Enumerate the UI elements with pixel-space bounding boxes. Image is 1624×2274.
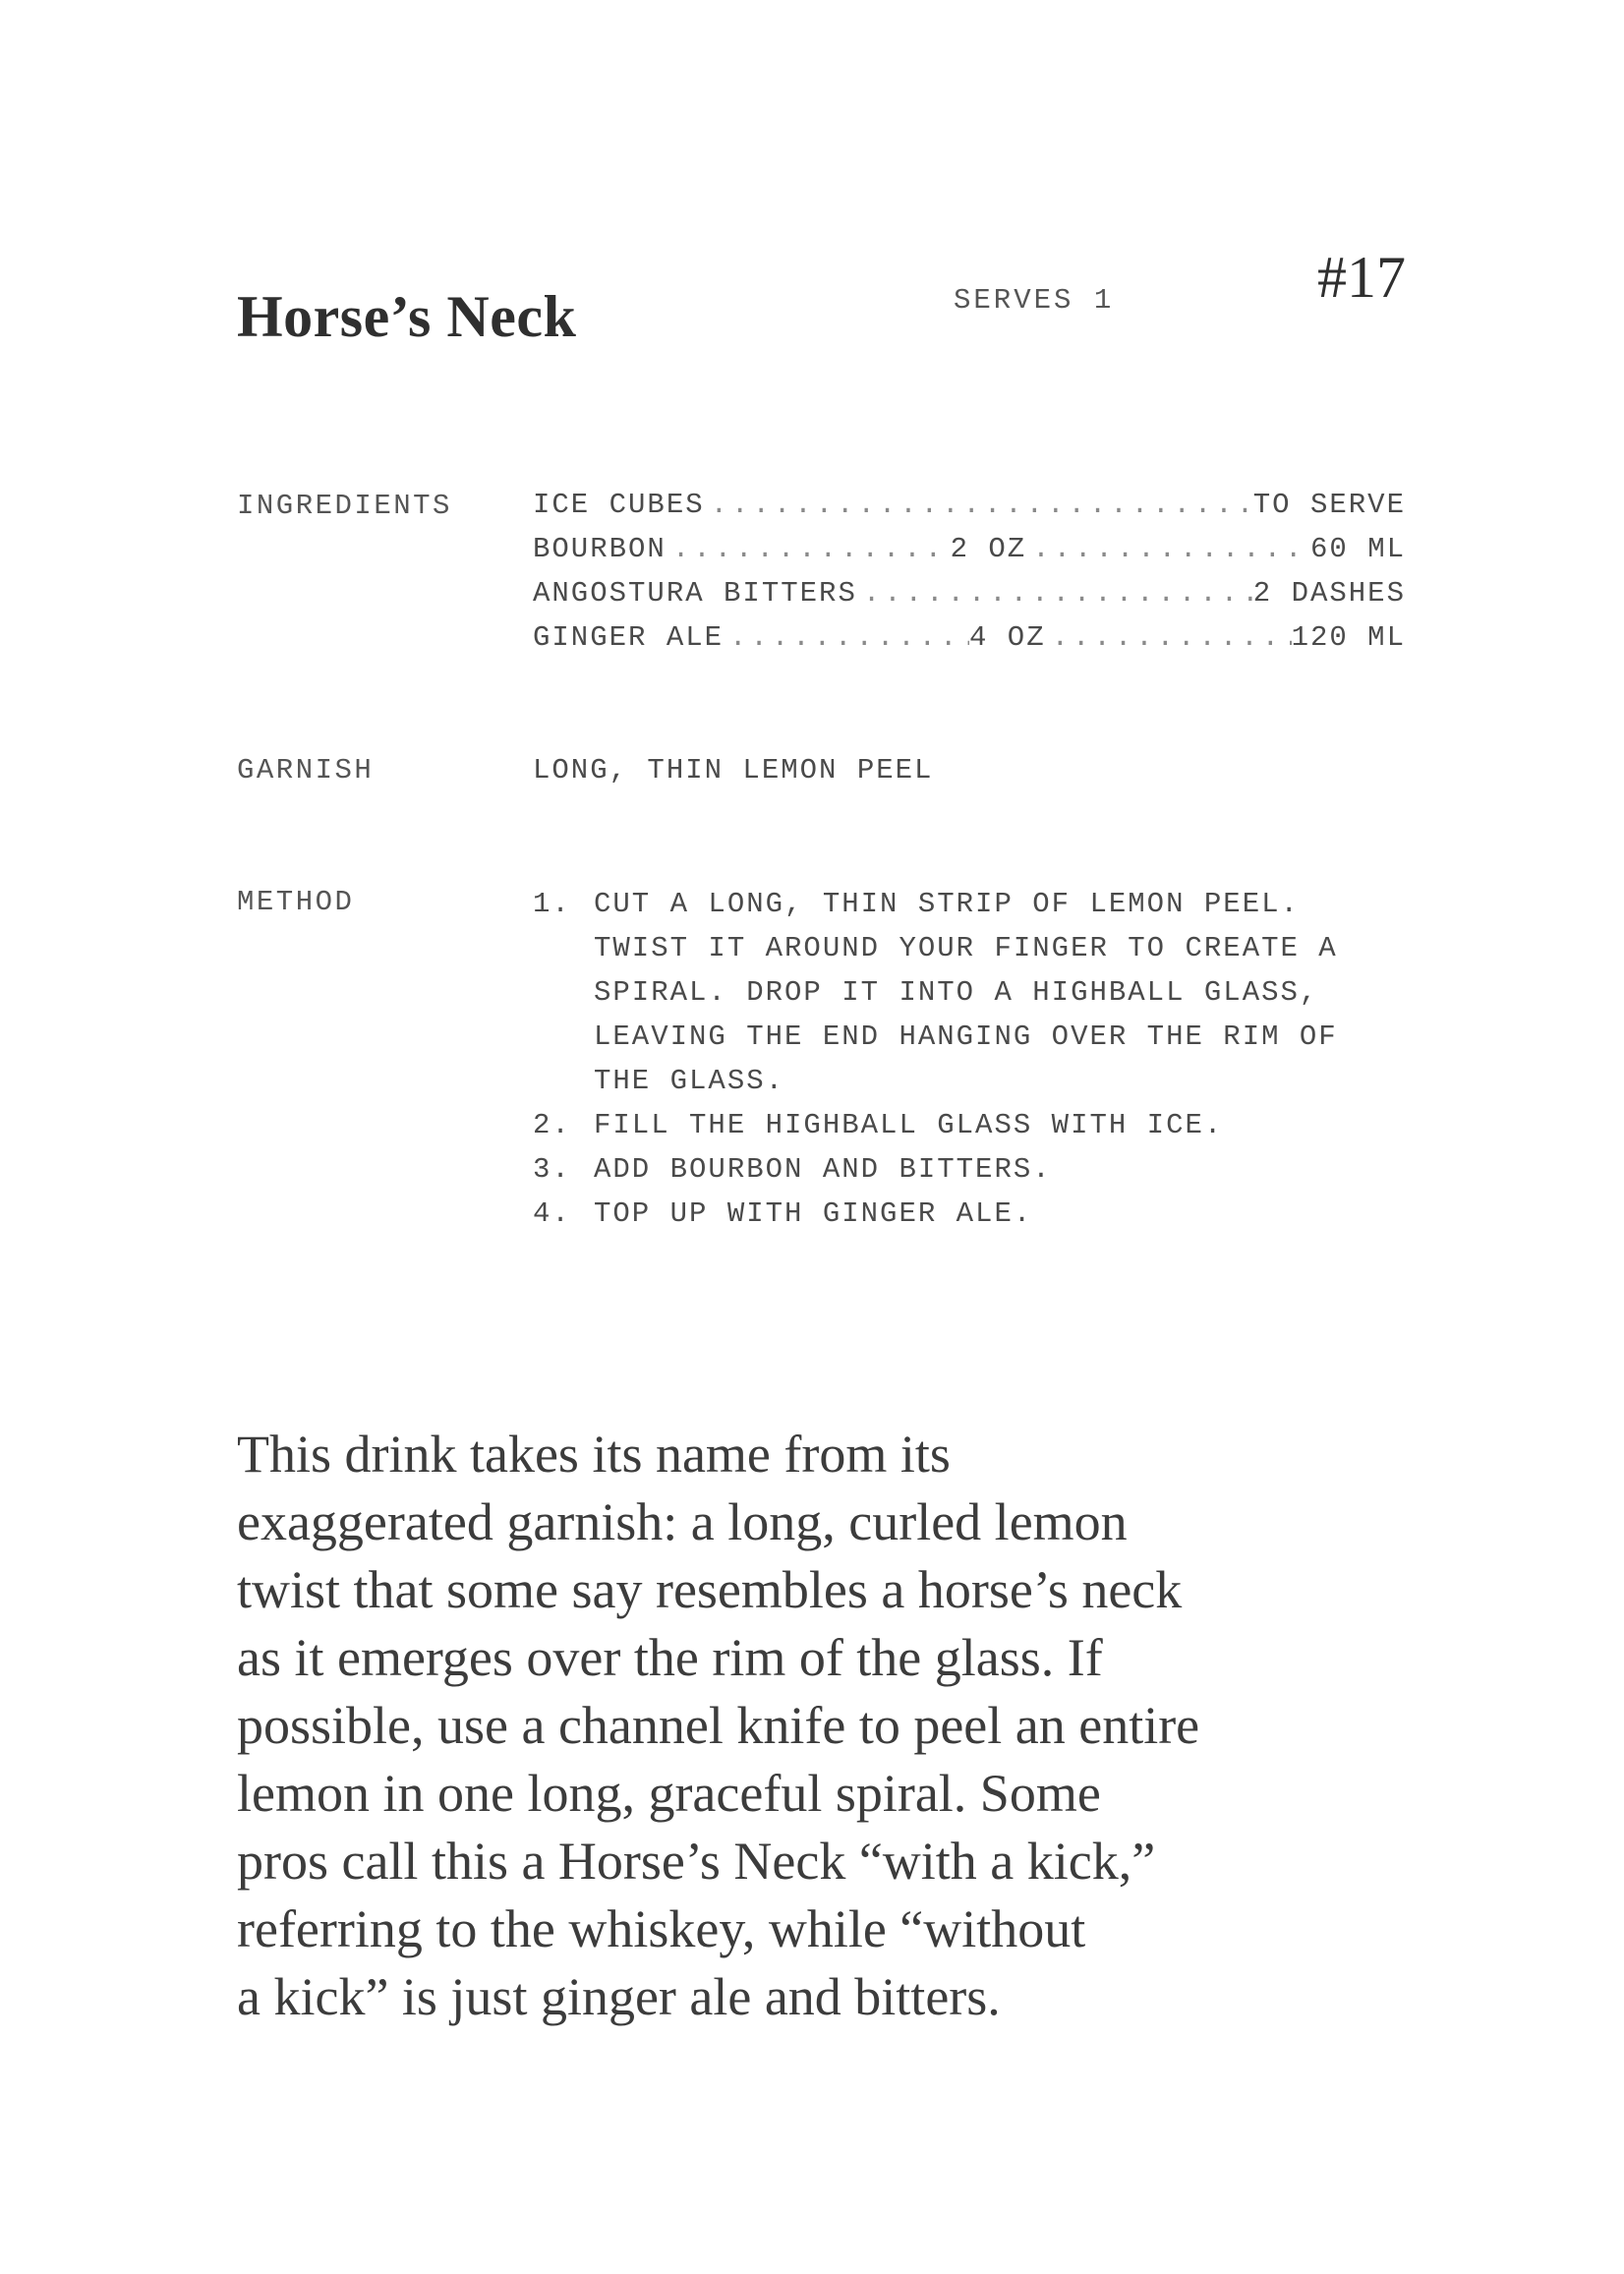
step-number: 4.	[533, 1197, 571, 1230]
method-list	[533, 882, 1378, 1236]
method-step	[533, 1192, 1378, 1236]
dot-leader	[667, 533, 951, 565]
ingredient-row	[533, 489, 1406, 533]
garnish-heading: GARNISH	[237, 754, 375, 787]
dot-leader	[705, 489, 1253, 521]
ingredient-metric: TO SERVE	[1252, 489, 1406, 521]
step-number: 3.	[533, 1153, 571, 1186]
method-step	[533, 1147, 1378, 1192]
ingredient-name: BOURBON	[533, 533, 667, 565]
ingredients-list	[533, 489, 1406, 666]
ingredient-name: GINGER ALE	[533, 621, 725, 654]
serves-label: SERVES 1	[954, 284, 1115, 317]
description-paragraph: This drink takes its name from its exaggerated garnish: a long, curled lemon twist that some say resembles a horse’s neck as it emerges over the rim of the glass. If possible, use a channel knife to peel an entire lemon in one long, graceful spiral. Some pros call this a Horse’s Neck “with a kick,” referring to the whiskey, while “without a kick” is just ginger ale and bitters.	[237, 1425, 1200, 2026]
garnish-text: LONG, THIN LEMON PEEL	[533, 754, 934, 787]
recipe-title: Horse’s Neck	[237, 284, 577, 350]
method-heading: METHOD	[237, 886, 355, 918]
ingredient-row	[533, 577, 1406, 621]
method-step	[533, 882, 1378, 1103]
ingredient-name: ANGOSTURA BITTERS	[533, 577, 857, 610]
method-step	[533, 1103, 1378, 1147]
dot-leader	[1046, 621, 1292, 654]
dot-leader	[724, 621, 969, 654]
dot-leader	[1026, 533, 1310, 565]
step-text: FILL THE HIGHBALL GLASS WITH ICE.	[594, 1109, 1224, 1141]
ingredient-metric: 2 DASHES	[1252, 577, 1406, 610]
ingredient-oz: 4 OZ	[968, 621, 1046, 654]
ingredient-metric: 60 ML	[1309, 533, 1406, 565]
ingredients-heading: INGREDIENTS	[237, 490, 452, 522]
recipe-number: #17	[1317, 245, 1406, 310]
ingredient-oz: 2 OZ	[950, 533, 1027, 565]
ingredient-row	[533, 533, 1406, 577]
step-number: 2.	[533, 1109, 571, 1141]
dot-leader	[857, 577, 1253, 610]
ingredient-name: ICE CUBES	[533, 489, 705, 521]
step-text: CUT A LONG, THIN STRIP OF LEMON PEEL. TWIST IT AROUND YOUR FINGER TO CREATE A SPIRAL. DROP IT INTO A HIGHBALL GLASS, LEAVING THE END HANGING OVER THE RIM OF THE GLASS.	[594, 888, 1338, 1097]
step-text: ADD BOURBON AND BITTERS.	[594, 1153, 1052, 1186]
ingredient-row	[533, 621, 1406, 666]
step-number: 1.	[533, 888, 571, 920]
step-text: TOP UP WITH GINGER ALE.	[594, 1197, 1033, 1230]
ingredient-metric: 120 ML	[1291, 621, 1406, 654]
